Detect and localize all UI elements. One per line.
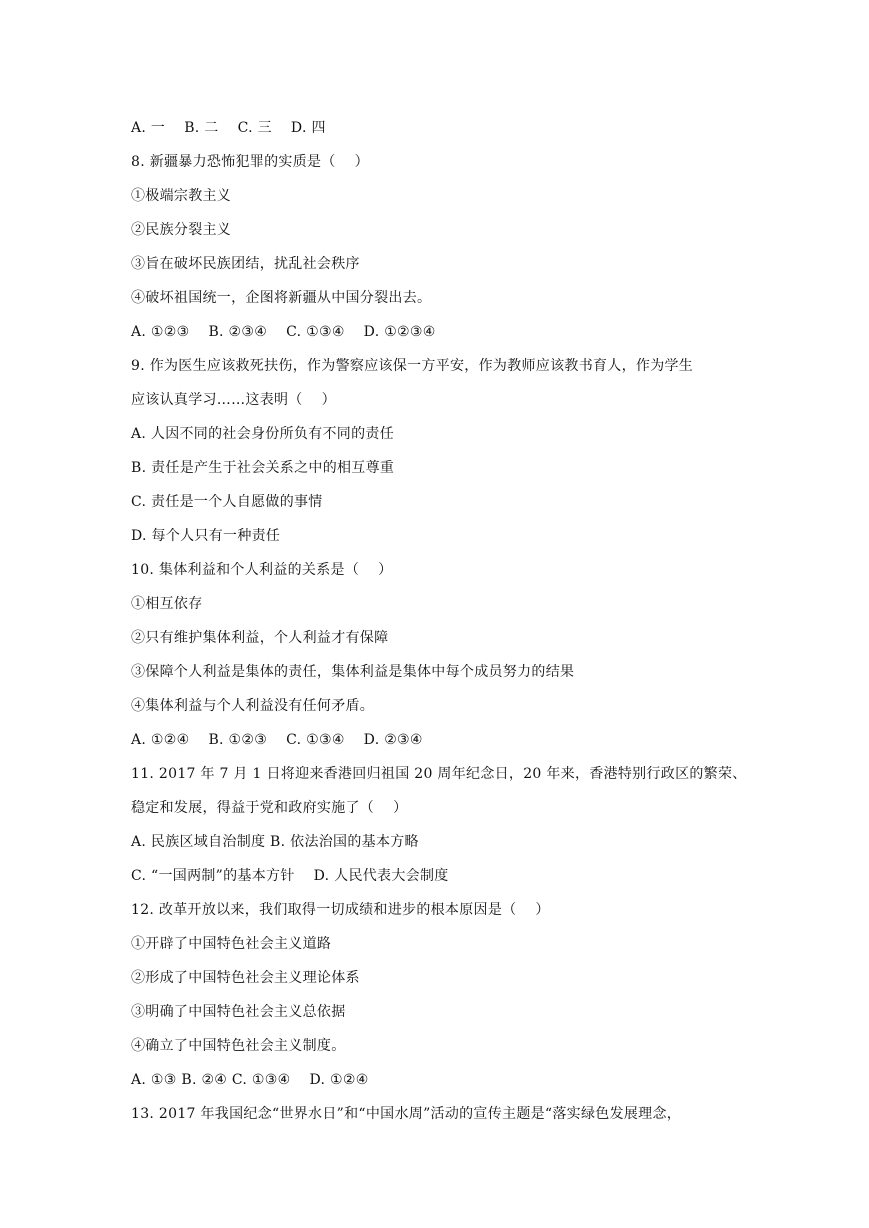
statement-line: ②民族分裂主义: [131, 222, 232, 238]
document-page: [131, 111, 751, 1131]
question-9-continued: 应该认真学习……这表明（ ）: [131, 392, 336, 408]
option-b: B. 责任是产生于社会关系之中的相互尊重: [131, 460, 395, 476]
statement-line: ③明确了中国特色社会主义总依据: [131, 1004, 346, 1020]
statement-line: ②形成了中国特色社会主义理论体系: [131, 970, 360, 986]
statement-line: ②只有维护集体利益，个人利益才有保障: [131, 630, 389, 646]
option-line: A. ①②④ B. ①②③ C. ①③④ D. ②③④: [131, 732, 423, 748]
statement-line: ③旨在破坏民族团结，扰乱社会秩序: [131, 256, 360, 272]
option-line: C. “一国两制”的基本方针 D. 人民代表大会制度: [131, 868, 449, 884]
statement-line: ①相互依存: [131, 596, 203, 612]
option-line: A. 民族区域自治制度 B. 依法治国的基本方略: [131, 834, 419, 850]
question-11-continued: 稳定和发展，得益于党和政府实施了（ ）: [131, 800, 408, 816]
statement-line: ④破坏祖国统一，企图将新疆从中国分裂出去。: [131, 290, 432, 306]
statement-line: ①开辟了中国特色社会主义道路: [131, 936, 332, 952]
option-c: C. 责任是一个人自愿做的事情: [131, 494, 323, 510]
statement-line: ④确立了中国特色社会主义制度。: [131, 1038, 346, 1054]
option-d: D. 每个人只有一种责任: [131, 528, 281, 544]
option-line: A. ①②③ B. ②③④ C. ①③④ D. ①②③④: [131, 324, 436, 340]
option-line: A. ①③ B. ②④ C. ①③④ D. ①②④: [131, 1072, 369, 1088]
option-a: A. 人因不同的社会身份所负有不同的责任: [131, 426, 395, 442]
question-10: 10. 集体利益和个人利益的关系是（ ）: [131, 562, 393, 578]
question-8: 8. 新疆暴力恐怖犯罪的实质是（ ）: [131, 154, 369, 170]
question-9: 9. 作为医生应该救死扶伤，作为警察应该保一方平安，作为教师应该教书育人，作为学生: [131, 358, 694, 374]
question-12: 12. 改革开放以来，我们取得一切成绩和进步的根本原因是（ ）: [131, 902, 550, 918]
statement-line: ④集体利益与个人利益没有任何矛盾。: [131, 698, 375, 714]
statement-line: ①极端宗教主义: [131, 188, 232, 204]
question-13: 13. 2017 年我国纪念“世界水日”和“中国水周”活动的宣传主题是“落实绿色发展理念，: [131, 1106, 682, 1122]
option-line: A. 一 B. 二 C. 三 D. 四: [131, 120, 326, 136]
statement-line: ③保障个人利益是集体的责任，集体利益是集体中每个成员努力的结果: [131, 664, 575, 680]
question-11: 11. 2017 年 7 月 1 日将迎来香港回归祖国 20 周年纪念日，20 年来，香港特别行政区的繁荣、: [131, 766, 747, 782]
